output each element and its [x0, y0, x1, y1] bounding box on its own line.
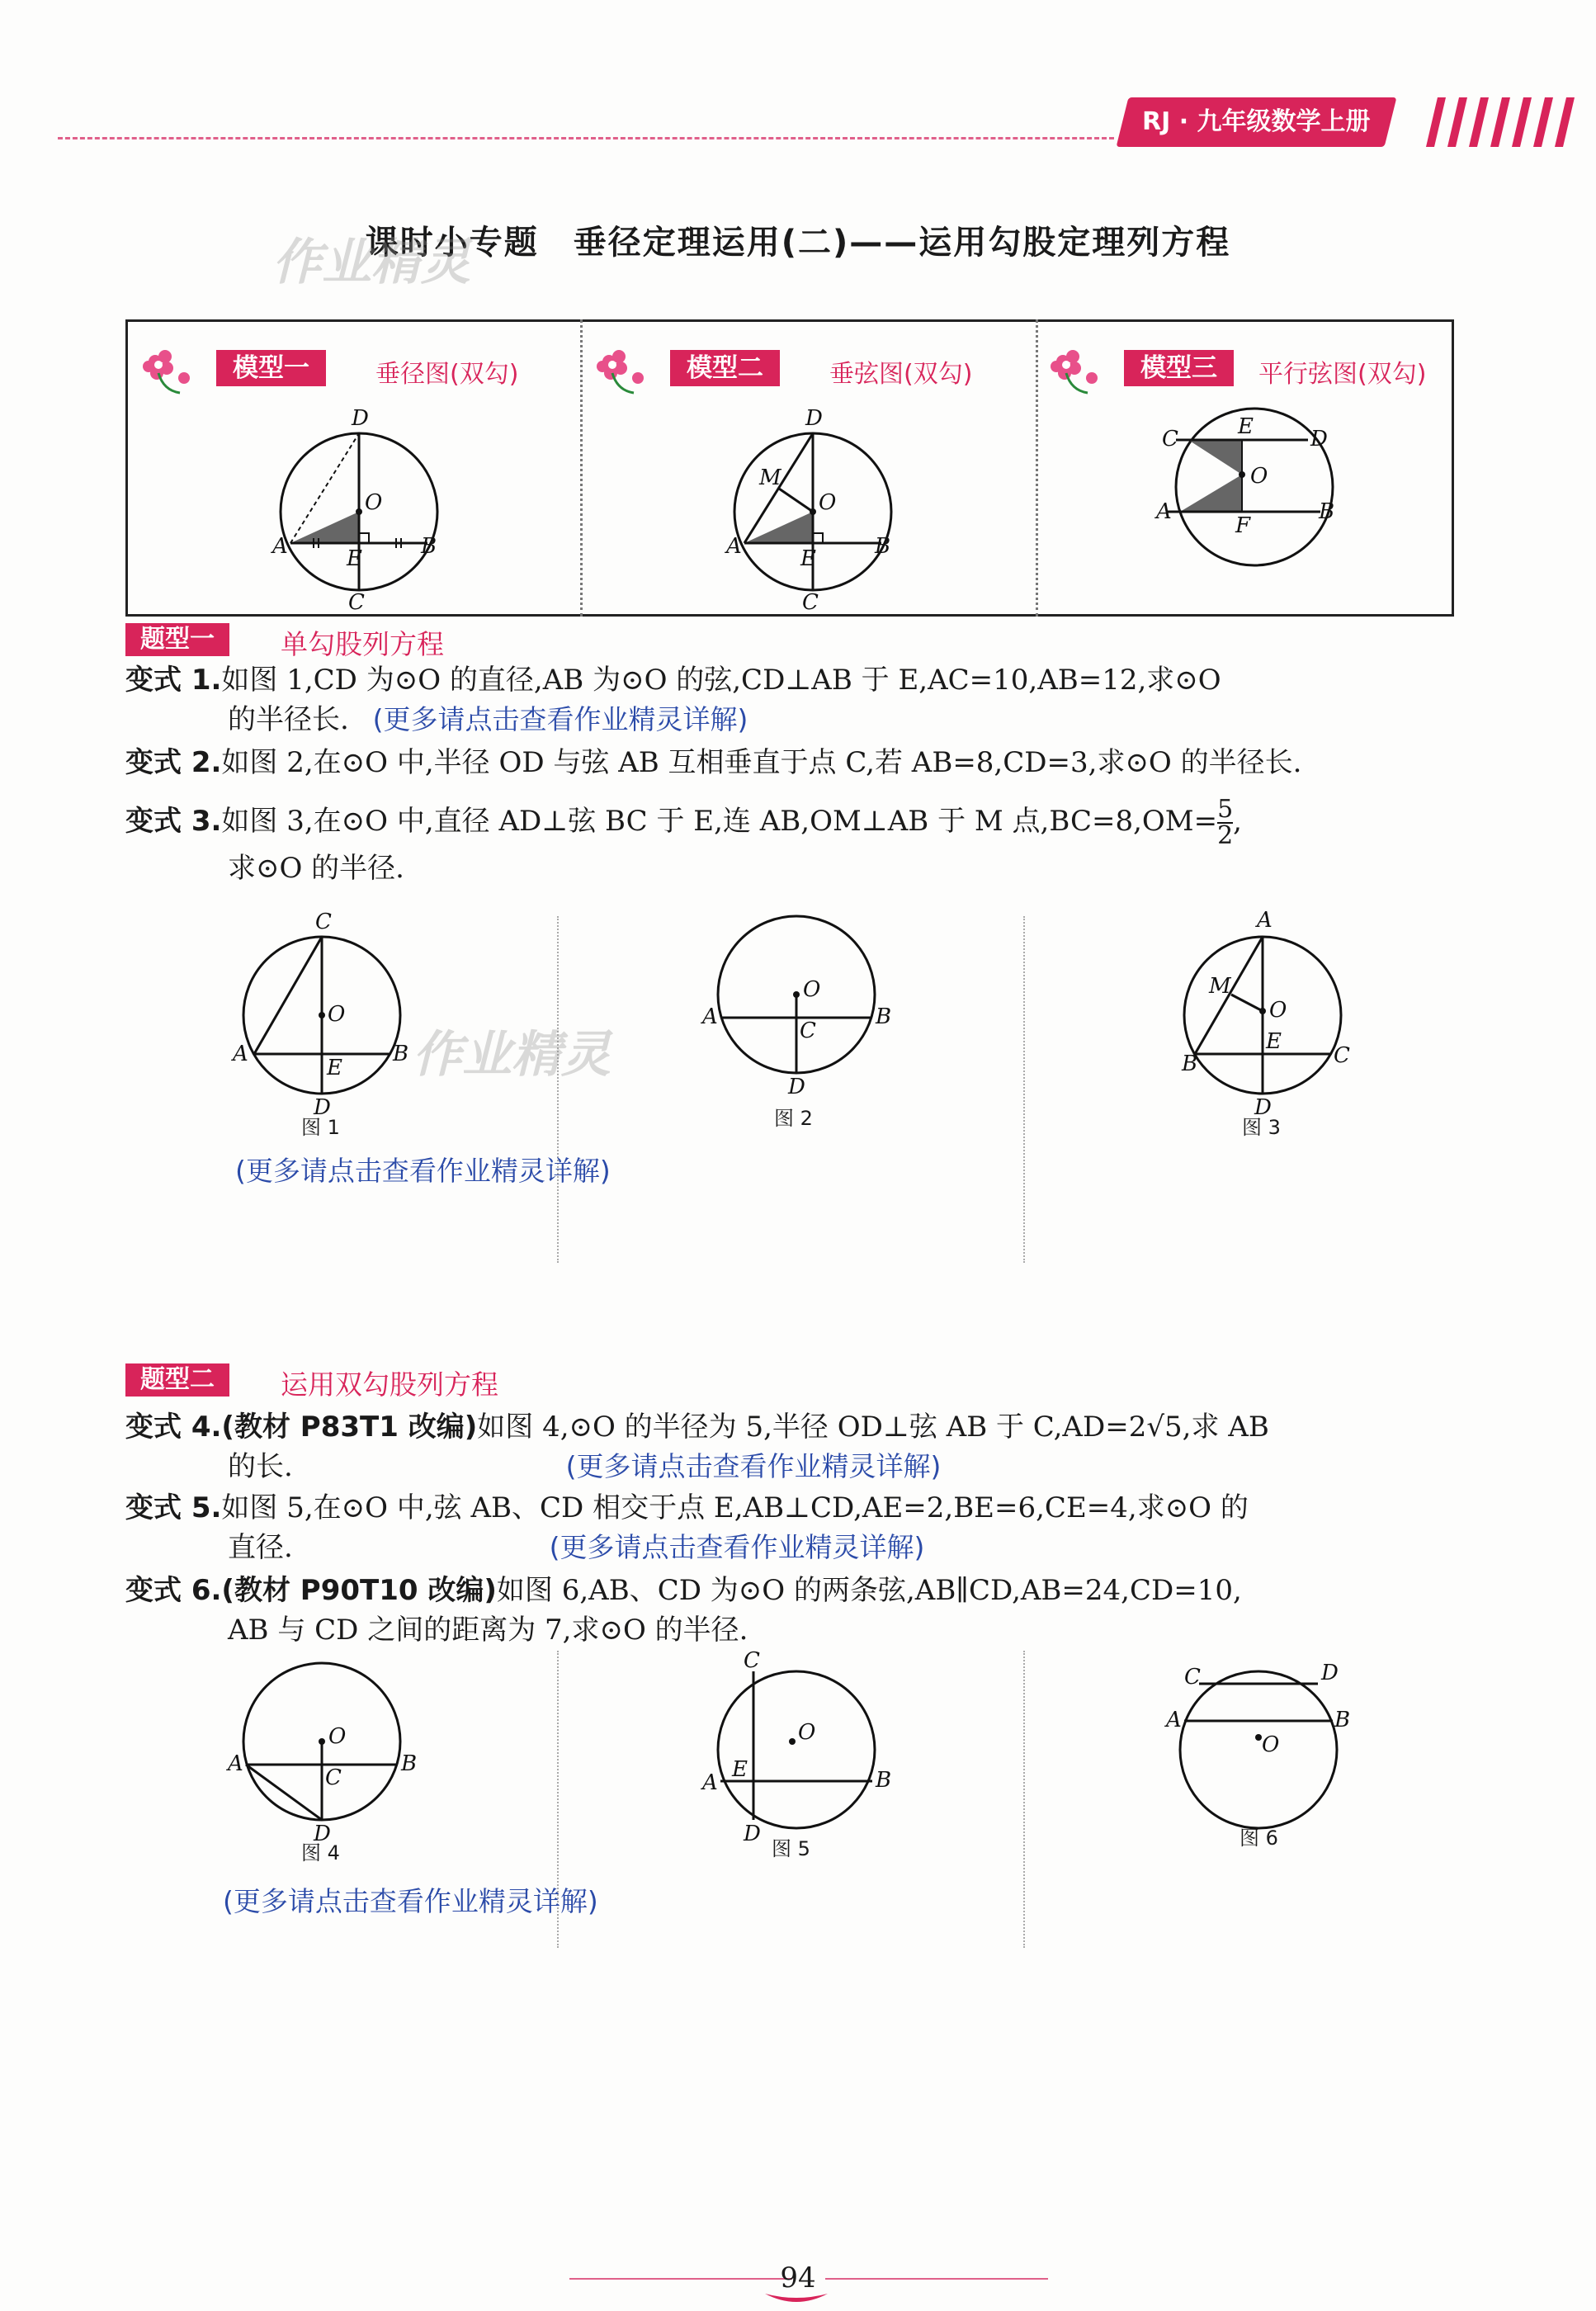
svg-text:A: A	[228, 1751, 243, 1776]
svg-text:B: B	[1334, 1708, 1351, 1732]
svg-text:C: C	[325, 1765, 342, 1790]
figure-caption: 图 1	[301, 1116, 340, 1139]
svg-text:B: B	[401, 1751, 418, 1776]
model-tag: 模型三	[1124, 350, 1234, 386]
section-tag: 题型二	[125, 1363, 229, 1397]
section-title: 单勾股列方程	[281, 628, 444, 660]
watermark: 作业精灵	[413, 1026, 611, 1084]
svg-text:A: A	[1257, 908, 1273, 933]
svg-text:M: M	[759, 466, 781, 490]
svg-text:A: A	[233, 1042, 248, 1066]
figure-caption: 图 4	[301, 1841, 340, 1864]
svg-text:C: C	[1162, 427, 1178, 451]
svg-text:D: D	[1310, 427, 1328, 451]
model-subtitle: 垂弦图(双勾)	[829, 360, 973, 389]
flower-icon	[1046, 345, 1104, 395]
svg-text:C: C	[348, 590, 365, 615]
problem-text: 直径.	[228, 1531, 293, 1564]
flower-icon	[593, 345, 650, 395]
figure-caption: 图 2	[774, 1107, 813, 1130]
problem-label: 变式 2.	[125, 746, 222, 779]
model-tag: 模型一	[216, 350, 326, 386]
model-separator	[580, 319, 583, 617]
problem-text: 如图 1,CD 为⊙O 的直径,AB 为⊙O 的弦,CD⊥AB 于 E,AC=10,AB=12,求⊙O	[221, 664, 1221, 697]
svg-text:O: O	[328, 1002, 346, 1027]
svg-text:O: O	[798, 1720, 816, 1745]
svg-text:D: D	[352, 406, 369, 431]
detail-link[interactable]: (更多请点击查看作业精灵详解)	[372, 703, 748, 735]
svg-text:O: O	[1250, 464, 1268, 489]
svg-text:B: B	[393, 1042, 409, 1066]
model-separator	[1036, 319, 1038, 617]
svg-text:D: D	[314, 1822, 331, 1846]
problem-text: 如图 2,在⊙O 中,半径 OD 与弦 AB 互相垂直于点 C,若 AB=8,CD=3,求⊙O 的半径长.	[221, 746, 1302, 779]
watermark: 作业精灵	[272, 234, 470, 291]
svg-text:E: E	[1266, 1029, 1282, 1054]
svg-text:O: O	[365, 490, 383, 515]
problem-1	[125, 660, 1471, 740]
model-tag: 模型二	[670, 350, 780, 386]
fraction: $\frac{5}{2}$	[1217, 795, 1234, 850]
problem-6	[125, 1571, 1471, 1650]
footer-ornament	[763, 2290, 829, 2307]
svg-text:D: D	[744, 1822, 761, 1846]
model3-figure	[1156, 409, 1349, 574]
svg-text:A: A	[1166, 1708, 1182, 1732]
svg-text:C: C	[800, 1018, 816, 1043]
page-title: 课时小专题 垂径定理运用(二)——运用勾股定理列方程	[365, 224, 1231, 262]
detail-link[interactable]: (更多请点击查看作业精灵详解)	[565, 1450, 942, 1482]
problem-3: 变式 3.如图 3,在⊙O 中,直径 AD⊥弦 BC 于 E,连 AB,OM⊥AB 于 M 点,BC=8,OM= $\frac{5}{2}$ , 求⊙O 的半径.	[125, 795, 1242, 885]
problem-text: 如图 4,⊙O 的半径为 5,半径 OD⊥弦 AB 于 C,AD=2√5,求 AB	[477, 1411, 1269, 1444]
fig2-diagram	[697, 904, 895, 1110]
svg-text:A: A	[272, 534, 288, 559]
problem-2	[125, 743, 1471, 782]
svg-text:E: E	[732, 1757, 748, 1782]
svg-text:C: C	[744, 1648, 760, 1673]
svg-text:O: O	[803, 977, 821, 1002]
figure-divider	[1023, 1651, 1025, 1948]
figure-divider	[557, 916, 559, 1263]
problem-text: 求⊙O 的半径.	[228, 852, 404, 885]
section-title: 运用双勾股列方程	[281, 1368, 498, 1401]
detail-link[interactable]: (更多请点击查看作业精灵详解)	[549, 1531, 925, 1563]
problem-text: 如图 5,在⊙O 中,弦 AB、CD 相交于点 E,AB⊥CD,AE=2,BE=6,CE=4,求⊙O 的	[221, 1491, 1249, 1524]
svg-text:O: O	[328, 1724, 347, 1749]
svg-text:E: E	[327, 1056, 342, 1080]
svg-text:A: A	[702, 1004, 718, 1029]
header-stripes	[1419, 97, 1584, 147]
fig5-diagram	[697, 1648, 895, 1849]
svg-text:M: M	[1209, 974, 1231, 999]
svg-text:C: C	[1334, 1043, 1350, 1068]
svg-text:B: B	[421, 534, 437, 559]
svg-text:A: A	[726, 534, 742, 559]
svg-text:B: B	[876, 1768, 892, 1793]
problem-5	[125, 1488, 1471, 1567]
svg-text:E: E	[1238, 414, 1254, 439]
svg-text:O: O	[1262, 1732, 1280, 1757]
problem-label: 变式 3.	[125, 805, 222, 838]
figure-caption: 图 5	[772, 1837, 810, 1860]
section-tag: 题型一	[125, 623, 229, 656]
figure-divider	[1023, 916, 1025, 1263]
svg-text:O: O	[1269, 998, 1287, 1023]
svg-text:D: D	[805, 406, 823, 431]
svg-text:E: E	[800, 546, 816, 571]
fig4-diagram	[223, 1651, 421, 1849]
fig1-diagram	[223, 904, 421, 1143]
header-dashed-line	[58, 137, 1114, 139]
svg-text:A: A	[702, 1770, 718, 1795]
model-subtitle: 平行弦图(双勾)	[1258, 360, 1427, 389]
svg-text:A: A	[1156, 499, 1172, 524]
problem-text: AB 与 CD 之间的距离为 7,求⊙O 的半径.	[228, 1614, 748, 1647]
problem-text: 如图 3,在⊙O 中,直径 AD⊥弦 BC 于 E,连 AB,OM⊥AB 于 M 点,BC=8,OM=	[221, 805, 1218, 838]
problem-label: 变式 5.	[125, 1491, 222, 1524]
svg-text:D: D	[314, 1095, 331, 1120]
svg-text:E: E	[347, 546, 362, 571]
problem-text: 如图 6,AB、CD 为⊙O 的两条弦,AB∥CD,AB=24,CD=10,	[496, 1574, 1242, 1607]
svg-text:F: F	[1235, 513, 1251, 538]
book-badge: RJ · 九年级数学上册	[1117, 97, 1397, 147]
flower-icon	[139, 345, 196, 395]
problem-source: (教材 P83T1 改编)	[221, 1411, 478, 1444]
figure-caption: 图 3	[1242, 1116, 1281, 1139]
problem-4	[125, 1407, 1471, 1486]
svg-text:D: D	[1254, 1095, 1272, 1120]
problem-text: 的半径长.	[228, 703, 349, 736]
figure-caption: 图 6	[1239, 1827, 1278, 1850]
fig6-diagram	[1159, 1651, 1358, 1832]
fig3-diagram	[1164, 904, 1362, 1143]
svg-text:D: D	[788, 1075, 805, 1099]
problem-label: 变式 6.	[125, 1574, 222, 1607]
svg-text:C: C	[802, 590, 819, 615]
svg-text:B: B	[876, 1004, 892, 1029]
svg-text:B: B	[1182, 1052, 1198, 1076]
problem-label: 变式 1.	[125, 664, 222, 697]
svg-text:B: B	[875, 534, 891, 559]
svg-text:O: O	[819, 490, 837, 515]
svg-text:C: C	[1184, 1665, 1201, 1690]
problem-label: 变式 4.	[125, 1411, 222, 1444]
model1-figure	[264, 406, 454, 615]
model-subtitle: 垂径图(双勾)	[375, 360, 519, 389]
detail-link[interactable]: (更多请点击查看作业精灵详解)	[235, 1155, 611, 1187]
svg-text:B: B	[1319, 499, 1335, 524]
svg-text:C: C	[315, 910, 332, 934]
page-number: 94	[780, 2261, 816, 2294]
model2-figure	[718, 406, 908, 615]
detail-link[interactable]: (更多请点击查看作业精灵详解)	[223, 1885, 598, 1917]
svg-text:D: D	[1321, 1661, 1339, 1685]
problem-source: (教材 P90T10 改编)	[221, 1574, 497, 1607]
problem-text: 的长.	[228, 1450, 293, 1483]
